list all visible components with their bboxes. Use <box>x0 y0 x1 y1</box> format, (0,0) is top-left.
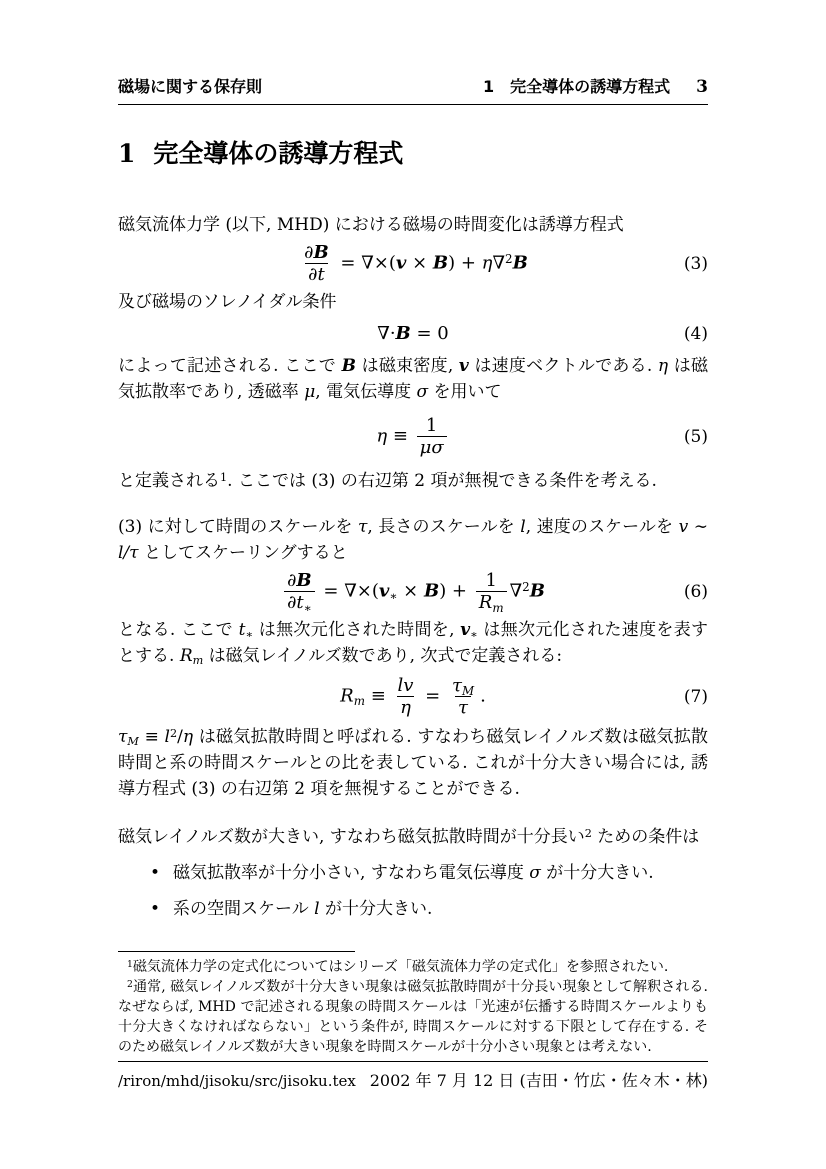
paragraph-eta-defined: と定義される$^1$. ここでは (3) の右辺第 2 項が無視できる条件を考える. <box>118 470 657 491</box>
equation-7-tag: (7) <box>683 686 708 707</box>
equation-7-body: Rm ≡ $\frac{lv}{\eta}$ = $\frac{\tau M}{\tau}$ . <box>340 675 486 718</box>
paragraph-intro: 磁気流体力学 (以下, MHD) における磁場の時間変化は誘導方程式 <box>118 215 624 235</box>
equation-6-body: $\frac{\partial B}{\partial t∗}$ = ∇×(v∗ × B) + $\frac{1}{Rm}$ ∇$^2$B <box>281 570 545 613</box>
equation-4-body: ∇·B = 0 <box>377 323 449 344</box>
equation-5-tag: (5) <box>683 426 708 447</box>
equation-6-tag: (6) <box>683 581 708 602</box>
running-head-section: 1 完全導体の誘導方程式 <box>483 77 671 96</box>
paragraph-diffusion-time: $\tau M \equiv l^2/\eta$ は磁気拡散時間と呼ばれる. すなわち磁気レイノルズ数は磁気拡散時間と系の時間スケールとの比を表している. これが十分大きい場合には, 誘導方程式 (3) の右辺第 2 項を無視することができる. <box>118 726 708 799</box>
header-rule <box>118 104 708 105</box>
paragraph-solenoidal: 及び磁場のソレノイダル条件 <box>118 292 337 312</box>
section-title: 完全導体の誘導方程式 <box>153 139 404 168</box>
section-heading <box>118 138 708 169</box>
condition-list <box>118 860 708 922</box>
footnote-rule <box>118 951 355 952</box>
list-item-text: 系の空間スケール l が十分大きい. <box>173 899 433 919</box>
paragraph-scaling: (3) に対して時間のスケールを τ, 長さのスケールを l, 速度のスケールを v ∼ l/τ としてスケーリングすると <box>118 517 709 563</box>
footer-row <box>118 1068 708 1091</box>
equation-3-tag: (3) <box>683 253 708 274</box>
footnote-1: $^1$磁気流体力学の定式化についてはシリーズ「磁気流体力学の定式化」を参照されたい. <box>127 958 669 975</box>
paragraph-nondimensional: となる. ここで t∗ は無次元化された時間を, v∗ は無次元化された速度を表すとする. Rm は磁気レイノルズ数であり, 次式で定義される: <box>118 620 708 668</box>
paragraph-definitions: によって記述される. ここで B は磁束密度, v は速度ベクトルである. η は磁気拡散率であり, 透磁率 μ, 電気伝導度 σ を用いて <box>118 356 708 402</box>
equation-7 <box>118 675 708 718</box>
equation-6 <box>118 570 708 613</box>
list-item <box>150 896 708 922</box>
equation-3 <box>118 242 708 285</box>
footer-rule <box>118 1061 708 1062</box>
footer-date: 2002 年 7 月 12 日 (吉田・竹広・佐々木・林) <box>369 1071 708 1090</box>
equation-5-body: η ≡ $\frac{1}{\mu\sigma}$ <box>376 415 449 458</box>
running-head-right <box>483 78 708 96</box>
page-number: 3 <box>696 77 708 97</box>
footer-file-path: /riron/mhd/jisoku/src/jisoku.tex <box>118 1072 356 1090</box>
equation-4 <box>118 319 708 349</box>
equation-4-tag: (4) <box>683 324 708 344</box>
footnotes <box>118 951 708 1057</box>
list-item <box>150 860 708 886</box>
page-footer <box>118 1061 708 1091</box>
paragraph-conditions-intro: 磁気レイノルズ数が大きい, すなわち磁気拡散時間が十分長い$^2$ ための条件は <box>118 826 700 847</box>
bullet-icon: • <box>150 863 161 883</box>
bullet-icon: • <box>150 899 161 919</box>
footnote-2: $^2$通常, 磁気レイノルズ数が十分大きい現象は磁気拡散時間が十分長い現象として解釈される. なぜならば, MHD で記述される現象の時間スケールは「光速が伝播する時間スケールよりも十分大きくなければならない」という条件が, 時間スケールに対する下限として存在する. そのため磁気レイノルズ数が大きい現象を時間スケールが十分小さい現象とは考えない. <box>118 978 708 1055</box>
equation-5 <box>118 415 708 458</box>
running-head-title: 磁場に関する保存則 <box>118 77 263 96</box>
list-item-text: 磁気拡散率が十分小さい, すなわち電気伝導度 σ が十分大きい. <box>173 863 654 883</box>
section-number: 1 <box>118 139 136 168</box>
equation-3-body: $\frac{\partial B}{\partial t}$ = ∇×(v × B) + η∇$^2$B <box>304 242 528 285</box>
page-header <box>118 78 708 96</box>
